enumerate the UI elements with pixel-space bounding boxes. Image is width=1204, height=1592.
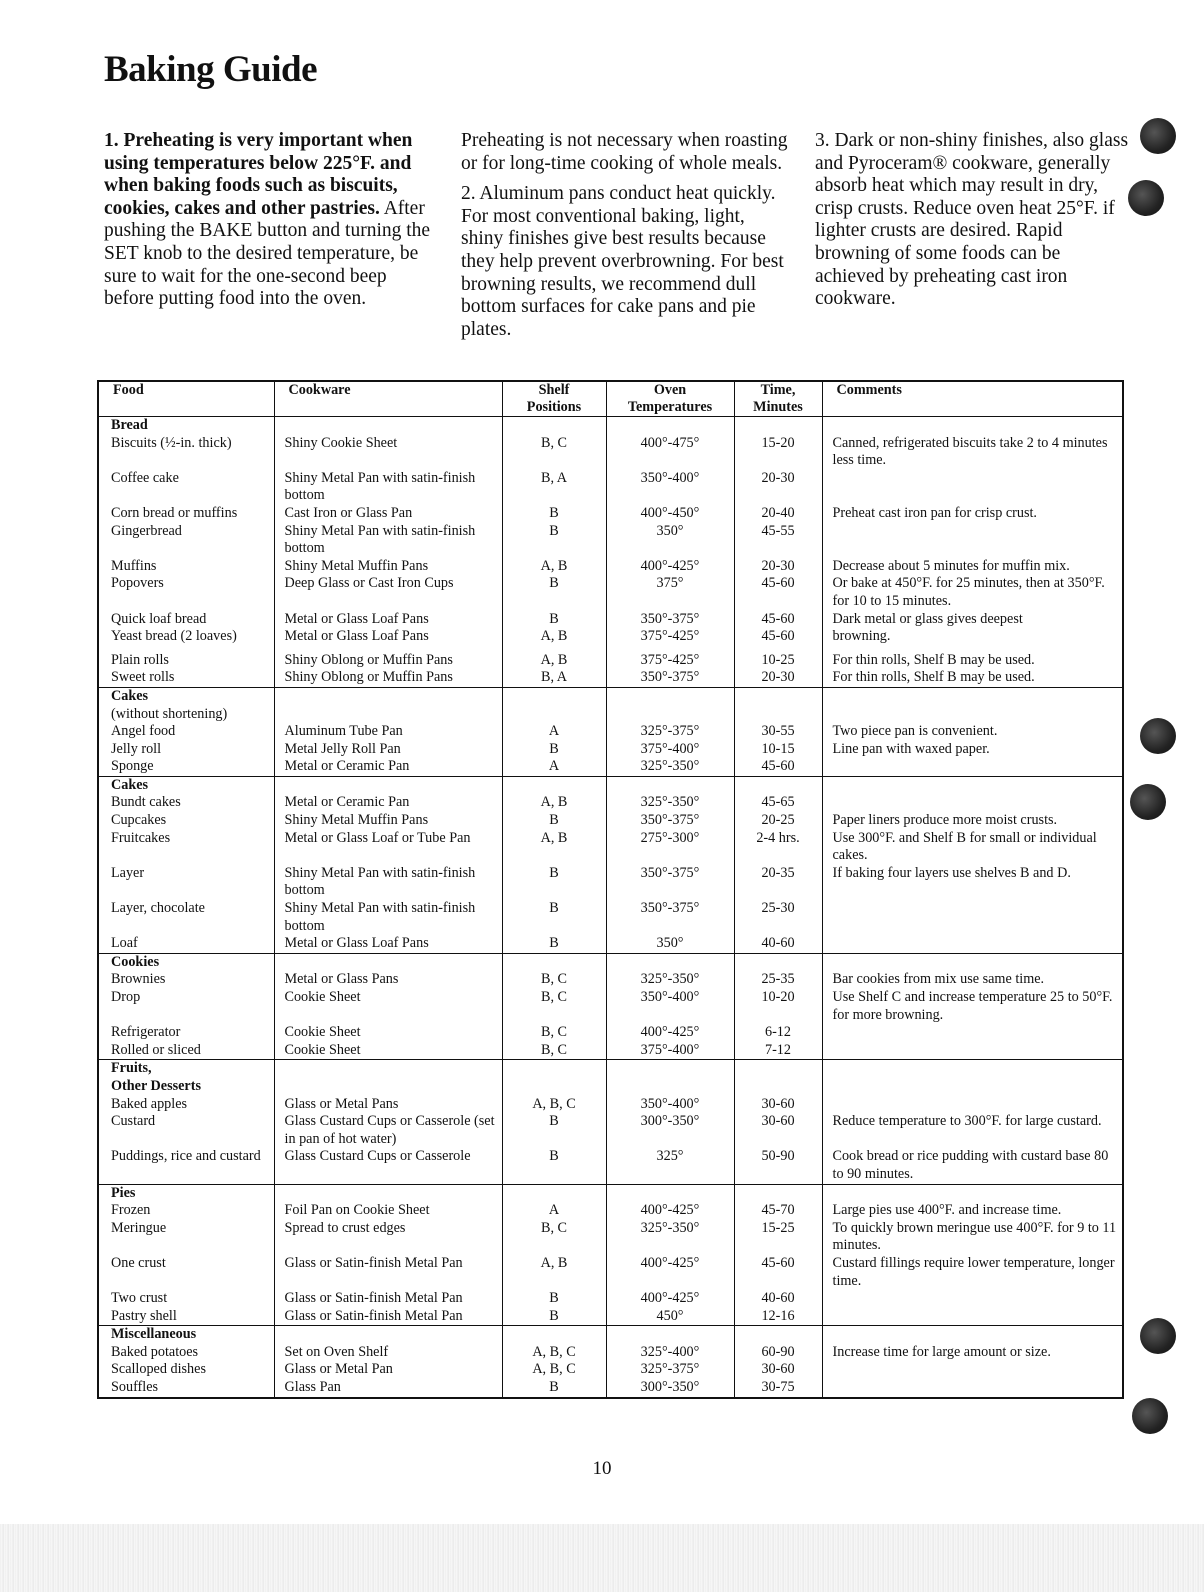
binder-hole-mark [1140, 718, 1176, 754]
comment-cell [822, 758, 1123, 776]
cookware-cell: Metal or Ceramic Pan [274, 794, 502, 812]
food-cell: Angel food [98, 723, 274, 741]
table-section [98, 1184, 1123, 1326]
temperature-cell: 325°-375° [606, 723, 734, 741]
time-cell: 45-60 [734, 611, 822, 629]
table-row [98, 523, 1123, 558]
food-cell: Brownies [98, 971, 274, 989]
section-title: Cakes [98, 776, 274, 794]
cookware-cell: Glass or Metal Pans [274, 1096, 502, 1114]
section-title-row [98, 953, 1123, 971]
cookware-cell: Metal or Glass Loaf Pans [274, 611, 502, 629]
table-row [98, 989, 1123, 1024]
intro-column-2 [461, 130, 791, 349]
cookware-cell: Metal or Glass Loaf or Tube Pan [274, 830, 502, 865]
comment-cell [822, 1024, 1123, 1042]
cookware-cell: Glass Custard Cups or Casserole [274, 1148, 502, 1184]
shelf-cell: A, B [502, 628, 606, 646]
shelf-cell: B [502, 935, 606, 953]
cookware-cell: Metal or Glass Loaf Pans [274, 935, 502, 953]
table-row [98, 1344, 1123, 1362]
shelf-cell: B [502, 1113, 606, 1148]
temperature-cell: 375°-425° [606, 628, 734, 646]
section-title: Cakes [98, 687, 274, 705]
temperature-cell: 400°-425° [606, 1290, 734, 1308]
temperature-cell: 400°-450° [606, 505, 734, 523]
food-cell: Coffee cake [98, 470, 274, 505]
cookware-cell: Glass or Satin-finish Metal Pan [274, 1255, 502, 1290]
food-cell: Gingerbread [98, 523, 274, 558]
binder-hole-mark [1140, 1318, 1176, 1354]
food-cell: Pastry shell [98, 1308, 274, 1326]
shelf-cell: B [502, 741, 606, 759]
shelf-cell: B [502, 1379, 606, 1398]
table-row [98, 611, 1123, 629]
intro-column-1 [104, 130, 434, 319]
shelf-cell: B [502, 865, 606, 900]
food-cell: Bundt cakes [98, 794, 274, 812]
cookware-cell: Glass or Metal Pan [274, 1361, 502, 1379]
comment-cell [822, 1096, 1123, 1114]
comment-cell: Reduce temperature to 300°F. for large custard. [822, 1113, 1123, 1148]
food-cell: Biscuits (½-in. thick) [98, 435, 274, 470]
cookware-cell: Glass Pan [274, 1379, 502, 1398]
cookware-cell: Metal or Ceramic Pan [274, 758, 502, 776]
table-row [98, 1361, 1123, 1379]
shelf-cell: B [502, 611, 606, 629]
food-cell: Popovers [98, 575, 274, 610]
time-cell: 30-75 [734, 1379, 822, 1398]
cookware-cell: Shiny Oblong or Muffin Pans [274, 652, 502, 670]
temperature-cell: 275°-300° [606, 830, 734, 865]
cookware-cell: Shiny Metal Muffin Pans [274, 812, 502, 830]
table-row [98, 1379, 1123, 1398]
table-row [98, 628, 1123, 646]
shelf-cell: A [502, 758, 606, 776]
comment-cell [822, 470, 1123, 505]
comment-cell [822, 1290, 1123, 1308]
table-section [98, 1060, 1123, 1184]
table-row [98, 669, 1123, 687]
time-cell: 40-60 [734, 1290, 822, 1308]
cookware-cell: Cookie Sheet [274, 1042, 502, 1060]
time-cell: 40-60 [734, 935, 822, 953]
comment-cell: For thin rolls, Shelf B may be used. [822, 652, 1123, 670]
table-row [98, 558, 1123, 576]
table-header-row [98, 381, 1123, 417]
time-cell: 20-30 [734, 470, 822, 505]
header-comments: Comments [822, 381, 1123, 417]
table-row [98, 1042, 1123, 1060]
table-row [98, 1290, 1123, 1308]
shelf-cell: B, C [502, 971, 606, 989]
cookware-cell: Set on Oven Shelf [274, 1344, 502, 1362]
shelf-cell: A, B, C [502, 1096, 606, 1114]
comment-cell: Use 300°F. and Shelf B for small or individual cakes. [822, 830, 1123, 865]
table-section [98, 953, 1123, 1060]
temperature-cell: 300°-350° [606, 1113, 734, 1148]
shelf-cell: A, B, C [502, 1344, 606, 1362]
food-cell: Yeast bread (2 loaves) [98, 628, 274, 646]
cookware-cell: Deep Glass or Cast Iron Cups [274, 575, 502, 610]
food-cell: Fruitcakes [98, 830, 274, 865]
time-cell: 25-30 [734, 900, 822, 935]
section-title-row [98, 417, 1123, 435]
food-cell: Puddings, rice and custard [98, 1148, 274, 1184]
food-cell: Custard [98, 1113, 274, 1148]
temperature-cell: 400°-425° [606, 1202, 734, 1220]
time-cell: 45-60 [734, 758, 822, 776]
shelf-cell: B [502, 575, 606, 610]
table-row [98, 865, 1123, 900]
table-section [98, 776, 1123, 953]
time-cell: 25-35 [734, 971, 822, 989]
temperature-cell: 400°-425° [606, 1024, 734, 1042]
comment-cell: Bar cookies from mix use same time. [822, 971, 1123, 989]
temperature-cell: 325°-350° [606, 758, 734, 776]
temperature-cell: 350°-375° [606, 669, 734, 687]
intro-column-3 [815, 130, 1130, 319]
table-row [98, 470, 1123, 505]
comment-cell [822, 900, 1123, 935]
food-cell: Two crust [98, 1290, 274, 1308]
section-title-row [98, 687, 1123, 705]
shelf-cell: A, B, C [502, 1361, 606, 1379]
cookware-cell: Shiny Metal Pan with satin-finish bottom [274, 865, 502, 900]
food-cell: Jelly roll [98, 741, 274, 759]
temperature-cell: 325°-350° [606, 794, 734, 812]
comment-cell: Or bake at 450°F. for 25 minutes, then at 350°F. for 10 to 15 minutes. [822, 575, 1123, 610]
section-title: Bread [98, 417, 274, 435]
cookware-cell: Spread to crust edges [274, 1220, 502, 1255]
comment-cell [822, 794, 1123, 812]
section-title: Fruits, [98, 1060, 274, 1078]
time-cell: 15-20 [734, 435, 822, 470]
binder-hole-mark [1128, 180, 1164, 216]
comment-cell: Increase time for large amount or size. [822, 1344, 1123, 1362]
section-title: Cookies [98, 953, 274, 971]
comment-cell: browning. [822, 628, 1123, 646]
food-cell: Drop [98, 989, 274, 1024]
page-title: Baking Guide [104, 49, 318, 90]
temperature-cell: 400°-475° [606, 435, 734, 470]
table-row [98, 1148, 1123, 1184]
time-cell: 30-60 [734, 1113, 822, 1148]
header-cookware: Cookware [274, 381, 502, 417]
shelf-cell: B [502, 1290, 606, 1308]
food-cell: Plain rolls [98, 652, 274, 670]
food-cell: Baked potatoes [98, 1344, 274, 1362]
table-row [98, 1096, 1123, 1114]
table-row [98, 652, 1123, 670]
table-row [98, 1255, 1123, 1290]
shelf-cell: B [502, 1308, 606, 1326]
shelf-cell: B, C [502, 1220, 606, 1255]
table-row [98, 900, 1123, 935]
time-cell: 30-55 [734, 723, 822, 741]
comment-cell: Custard fillings require lower temperature, longer time. [822, 1255, 1123, 1290]
time-cell: 10-20 [734, 989, 822, 1024]
comment-cell [822, 1361, 1123, 1379]
table-row [98, 1024, 1123, 1042]
cookware-cell: Glass or Satin-finish Metal Pan [274, 1290, 502, 1308]
temperature-cell: 375° [606, 575, 734, 610]
cookware-cell: Shiny Metal Pan with satin-finish bottom [274, 900, 502, 935]
time-cell: 20-25 [734, 812, 822, 830]
temperature-cell: 350°-375° [606, 611, 734, 629]
table-row [98, 794, 1123, 812]
section-subtitle: (without shortening) [98, 706, 274, 724]
temperature-cell: 375°-400° [606, 741, 734, 759]
scan-artifact [0, 1524, 1204, 1592]
shelf-cell: B [502, 1148, 606, 1184]
comment-cell: Use Shelf C and increase temperature 25 to 50°F. for more browning. [822, 989, 1123, 1024]
temperature-cell: 325° [606, 1148, 734, 1184]
header-time: Time, Minutes [734, 381, 822, 417]
temperature-cell: 350°-375° [606, 812, 734, 830]
cookware-cell: Cookie Sheet [274, 989, 502, 1024]
temperature-cell: 325°-350° [606, 1220, 734, 1255]
cookware-cell: Metal or Glass Loaf Pans [274, 628, 502, 646]
table-row [98, 435, 1123, 470]
temperature-cell: 450° [606, 1308, 734, 1326]
section-title-row [98, 1184, 1123, 1202]
page-number: 10 [592, 1458, 612, 1479]
cookware-cell: Shiny Oblong or Muffin Pans [274, 669, 502, 687]
section-subtitle-row [98, 706, 1123, 724]
temperature-cell: 350°-400° [606, 989, 734, 1024]
time-cell: 10-25 [734, 652, 822, 670]
temperature-cell: 325°-375° [606, 1361, 734, 1379]
time-cell: 6-12 [734, 1024, 822, 1042]
section-title-row [98, 1326, 1123, 1344]
temperature-cell: 300°-350° [606, 1379, 734, 1398]
shelf-cell: A [502, 723, 606, 741]
comment-cell: To quickly brown meringue use 400°F. for 9 to 11 minutes. [822, 1220, 1123, 1255]
food-cell: Baked apples [98, 1096, 274, 1114]
cookware-cell: Shiny Cookie Sheet [274, 435, 502, 470]
intro-preheat-text: After pushing the BAKE button and turning the SET knob to the desired temperature, be sure to wait for the one-second beep before putting food into the oven. [104, 197, 431, 310]
temperature-cell: 400°-425° [606, 1255, 734, 1290]
table-section [98, 687, 1123, 776]
comment-cell: Line pan with waxed paper. [822, 741, 1123, 759]
food-cell: Souffles [98, 1379, 274, 1398]
table-section [98, 1326, 1123, 1398]
time-cell: 2-4 hrs. [734, 830, 822, 865]
cookware-cell: Shiny Metal Pan with satin-finish bottom [274, 523, 502, 558]
intro-aluminum-pans: 2. Aluminum pans conduct heat quickly. For most conventional baking, light, shiny finishes give best results because they help prevent overbrowning. For best browning results, we recommend dull bottom surfaces for cake pans and pie plates. [461, 183, 784, 340]
temperature-cell: 350° [606, 523, 734, 558]
time-cell: 45-60 [734, 1255, 822, 1290]
time-cell: 45-60 [734, 575, 822, 610]
intro-dark-finishes: 3. Dark or non-shiny finishes, also glass and Pyroceram® cookware, generally absorb heat which may result in dry, crisp crusts. Reduce oven heat 25°F. if lighter crusts are desired. Rapid browning of some foods can be achieved by preheating cast iron cookware. [815, 130, 1129, 310]
table-row [98, 1113, 1123, 1148]
food-cell: Muffins [98, 558, 274, 576]
section-title-row [98, 1078, 1123, 1096]
shelf-cell: B [502, 505, 606, 523]
baking-guide-table [97, 380, 1124, 1399]
time-cell: 7-12 [734, 1042, 822, 1060]
section-title: Miscellaneous [98, 1326, 274, 1344]
food-cell: Loaf [98, 935, 274, 953]
cookware-cell: Metal Jelly Roll Pan [274, 741, 502, 759]
table-row [98, 935, 1123, 953]
comment-cell: If baking four layers use shelves B and D. [822, 865, 1123, 900]
temperature-cell: 350°-400° [606, 1096, 734, 1114]
shelf-cell: B, C [502, 989, 606, 1024]
cookware-cell: Shiny Metal Pan with satin-finish bottom [274, 470, 502, 505]
section-title: Pies [98, 1184, 274, 1202]
temperature-cell: 350° [606, 935, 734, 953]
shelf-cell: B [502, 523, 606, 558]
shelf-cell: A, B [502, 830, 606, 865]
shelf-cell: B, A [502, 470, 606, 505]
time-cell: 30-60 [734, 1361, 822, 1379]
table-row [98, 758, 1123, 776]
time-cell: 20-30 [734, 669, 822, 687]
comment-cell: For thin rolls, Shelf B may be used. [822, 669, 1123, 687]
shelf-cell: B [502, 812, 606, 830]
table-row [98, 971, 1123, 989]
comment-cell [822, 1042, 1123, 1060]
table-row [98, 1220, 1123, 1255]
time-cell: 15-25 [734, 1220, 822, 1255]
time-cell: 20-30 [734, 558, 822, 576]
section-title-row [98, 776, 1123, 794]
header-food: Food [98, 381, 274, 417]
shelf-cell: A, B [502, 794, 606, 812]
food-cell: Refrigerator [98, 1024, 274, 1042]
table-row [98, 1308, 1123, 1326]
temperature-cell: 325°-400° [606, 1344, 734, 1362]
temperature-cell: 400°-425° [606, 558, 734, 576]
comment-cell: Cook bread or rice pudding with custard base 80 to 90 minutes. [822, 1148, 1123, 1184]
food-cell: Quick loaf bread [98, 611, 274, 629]
shelf-cell: B, C [502, 435, 606, 470]
shelf-cell: A, B [502, 652, 606, 670]
temperature-cell: 350°-400° [606, 470, 734, 505]
temperature-cell: 350°-375° [606, 865, 734, 900]
food-cell: Scalloped dishes [98, 1361, 274, 1379]
time-cell: 45-60 [734, 628, 822, 646]
cookware-cell: Metal or Glass Pans [274, 971, 502, 989]
shelf-cell: B, C [502, 1042, 606, 1060]
binder-hole-mark [1130, 784, 1166, 820]
food-cell: Layer [98, 865, 274, 900]
table-row [98, 575, 1123, 610]
shelf-cell: B, A [502, 669, 606, 687]
comment-cell [822, 935, 1123, 953]
cookware-cell: Glass or Satin-finish Metal Pan [274, 1308, 502, 1326]
temperature-cell: 375°-400° [606, 1042, 734, 1060]
food-cell: Layer, chocolate [98, 900, 274, 935]
table-row [98, 1202, 1123, 1220]
food-cell: Corn bread or muffins [98, 505, 274, 523]
time-cell: 45-55 [734, 523, 822, 558]
food-cell: Rolled or sliced [98, 1042, 274, 1060]
comment-cell: Paper liners produce more moist crusts. [822, 812, 1123, 830]
time-cell: 20-40 [734, 505, 822, 523]
header-shelf: Shelf Positions [502, 381, 606, 417]
header-temperature: Oven Temperatures [606, 381, 734, 417]
intro-preheat-note: Preheating is not necessary when roasting or for long-time cooking of whole meals. [461, 130, 788, 174]
temperature-cell: 325°-350° [606, 971, 734, 989]
table-row [98, 812, 1123, 830]
cookware-cell: Glass Custard Cups or Casserole (set in pan of hot water) [274, 1113, 502, 1148]
temperature-cell: 350°-375° [606, 900, 734, 935]
intro-preheat-bold: 1. Preheating is very important when using temperatures below 225°F. and when baking foods such as biscuits, cookies, cakes and other pastries. [104, 130, 413, 219]
table-row [98, 830, 1123, 865]
food-cell: Meringue [98, 1220, 274, 1255]
comment-cell [822, 523, 1123, 558]
food-cell: Frozen [98, 1202, 274, 1220]
food-cell: Sponge [98, 758, 274, 776]
time-cell: 12-16 [734, 1308, 822, 1326]
section-title-row [98, 1060, 1123, 1078]
cookware-cell: Shiny Metal Muffin Pans [274, 558, 502, 576]
shelf-cell: A, B [502, 1255, 606, 1290]
shelf-cell: A [502, 1202, 606, 1220]
comment-cell: Preheat cast iron pan for crisp crust. [822, 505, 1123, 523]
food-cell: Cupcakes [98, 812, 274, 830]
temperature-cell: 375°-425° [606, 652, 734, 670]
comment-cell [822, 1308, 1123, 1326]
food-cell: Sweet rolls [98, 669, 274, 687]
food-cell: One crust [98, 1255, 274, 1290]
table-row [98, 505, 1123, 523]
comment-cell [822, 1379, 1123, 1398]
comment-cell: Large pies use 400°F. and increase time. [822, 1202, 1123, 1220]
table-row [98, 723, 1123, 741]
shelf-cell: B [502, 900, 606, 935]
cookware-cell: Cast Iron or Glass Pan [274, 505, 502, 523]
binder-hole-mark [1140, 118, 1176, 154]
time-cell: 60-90 [734, 1344, 822, 1362]
time-cell: 10-15 [734, 741, 822, 759]
time-cell: 20-35 [734, 865, 822, 900]
time-cell: 45-65 [734, 794, 822, 812]
table-section [98, 417, 1123, 688]
time-cell: 45-70 [734, 1202, 822, 1220]
shelf-cell: A, B [502, 558, 606, 576]
comment-cell: Dark metal or glass gives deepest [822, 611, 1123, 629]
comment-cell: Decrease about 5 minutes for muffin mix. [822, 558, 1123, 576]
shelf-cell: B, C [502, 1024, 606, 1042]
time-cell: 30-60 [734, 1096, 822, 1114]
time-cell: 50-90 [734, 1148, 822, 1184]
cookware-cell: Aluminum Tube Pan [274, 723, 502, 741]
cookware-cell: Foil Pan on Cookie Sheet [274, 1202, 502, 1220]
comment-cell: Two piece pan is convenient. [822, 723, 1123, 741]
cookware-cell: Cookie Sheet [274, 1024, 502, 1042]
binder-hole-mark [1132, 1398, 1168, 1434]
table-row [98, 741, 1123, 759]
section-title: Other Desserts [98, 1078, 274, 1096]
comment-cell: Canned, refrigerated biscuits take 2 to 4 minutes less time. [822, 435, 1123, 470]
